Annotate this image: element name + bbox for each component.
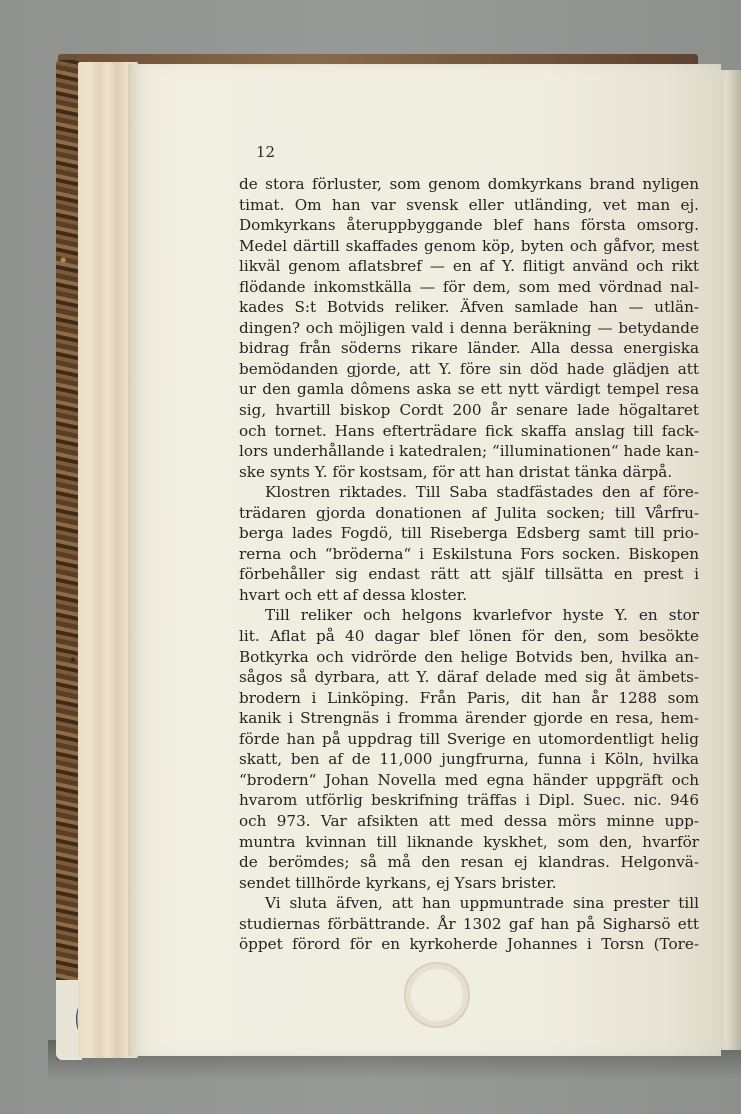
text-line: sågos så dyrbara, att Y. däraf delade med sig åt ämbets- <box>239 668 699 687</box>
text-line: kades S:t Botvids reliker. Äfven samlade han — utlän- <box>239 298 699 317</box>
text-line: Till reliker och helgons kvarlefvor hyste Y. en stor <box>265 606 699 625</box>
text-line: bidrag från söderns rikare länder. Alla dessa energiska <box>239 339 699 358</box>
text-line: och 973. Var afsikten att med dessa mörs minne upp- <box>239 811 699 830</box>
text-line: Vi sluta äfven, att han uppmuntrade sina prester till <box>265 894 699 913</box>
page-body-text <box>239 174 699 955</box>
text-line: de berömdes; så må den resan ej klandras. Helgonvä- <box>239 853 699 872</box>
library-stamp-icon <box>404 962 470 1028</box>
text-line: ur den gamla dômens aska se ett nytt värdigt tempel resa <box>239 380 699 399</box>
text-line: ske synts Y. för kostsam, för att han dristat tänka därpå. <box>239 462 673 481</box>
text-line: muntra kvinnan till liknande kyskhet, som den, hvarför <box>239 832 699 851</box>
text-line: berga lades Fogdö, till Riseberga Edsberg samt till prio- <box>239 524 699 543</box>
text-line: flödande inkomstkälla — för dem, som med vördnad nal- <box>239 277 699 296</box>
text-line: lit. Aflat på 40 dagar blef lönen för den, som besökte <box>239 627 699 646</box>
text-line: brodern i Linköping. Från Paris, dit han år 1288 som <box>239 688 699 707</box>
text-line: sendet tillhörde kyrkans, ej Ysars brister. <box>239 873 557 892</box>
text-line: förbehåller sig endast rätt att själf tillsätta en prest i <box>239 565 699 584</box>
text-line: förde han på uppdrag till Sverige en utomordentligt helig <box>239 729 699 748</box>
text-line: dingen? och möjligen vald i denna beräkning — betydande <box>239 318 699 337</box>
text-line: trädaren gjorda donationen af Julita socken; till Vårfru- <box>239 503 699 522</box>
text-line: hvarom utförlig beskrifning träffas i Dipl. Suec. nic. 946 <box>239 791 699 810</box>
text-line: hvart och ett af dessa kloster. <box>239 585 468 604</box>
text-line: likväl genom aflatsbref — en af Y. flitigt använd och rikt <box>239 257 699 276</box>
text-line: kanik i Strengnäs i fromma ärender gjorde en resa, hem- <box>239 709 699 728</box>
text-line: bemödanden gjorde, att Y. före sin död hade glädjen att <box>239 359 699 378</box>
text-line: Domkyrkans återuppbyggande blef hans första omsorg. <box>239 216 699 235</box>
text-line: rerna och “bröderna“ i Eskilstuna Fors socken. Biskopen <box>239 544 699 563</box>
text-line: Klostren riktades. Till Saba stadfästades den af före- <box>265 483 699 502</box>
text-line: “brodern“ Johan Novella med egna händer uppgräft och <box>239 770 699 789</box>
text-line: och tornet. Hans efterträdare fick skaffa anslag till fack- <box>239 421 699 440</box>
text-line: de stora förluster, som genom domkyrkans brand nyligen <box>239 175 699 193</box>
text-line: studiernas förbättrande. År 1302 gaf han på Sigharsö ett <box>239 914 699 933</box>
book-spine <box>56 60 80 1060</box>
text-line: lors underhållande i katedralen; “illuminationen“ hade kan- <box>239 442 699 461</box>
text-line: Botkyrka och vidrörde den helige Botvids ben, hvilka an- <box>239 647 699 666</box>
text-line: timat. Om han var svensk eller utländing, vet man ej. <box>239 195 699 214</box>
page-number: 12 <box>256 143 276 161</box>
text-line: skatt, ben af de 11,000 jungfrurna, funna i Köln, hvilka <box>239 750 699 769</box>
text-line: sig, hvartill biskop Cordt 200 år senare lade högaltaret <box>239 401 699 420</box>
text-line: öppet förord för en kyrkoherde Johannes i Torsn (Tore- <box>239 935 699 954</box>
text-line: Medel därtill skaffades genom köp, byten och gåfvor, mest <box>239 236 699 255</box>
